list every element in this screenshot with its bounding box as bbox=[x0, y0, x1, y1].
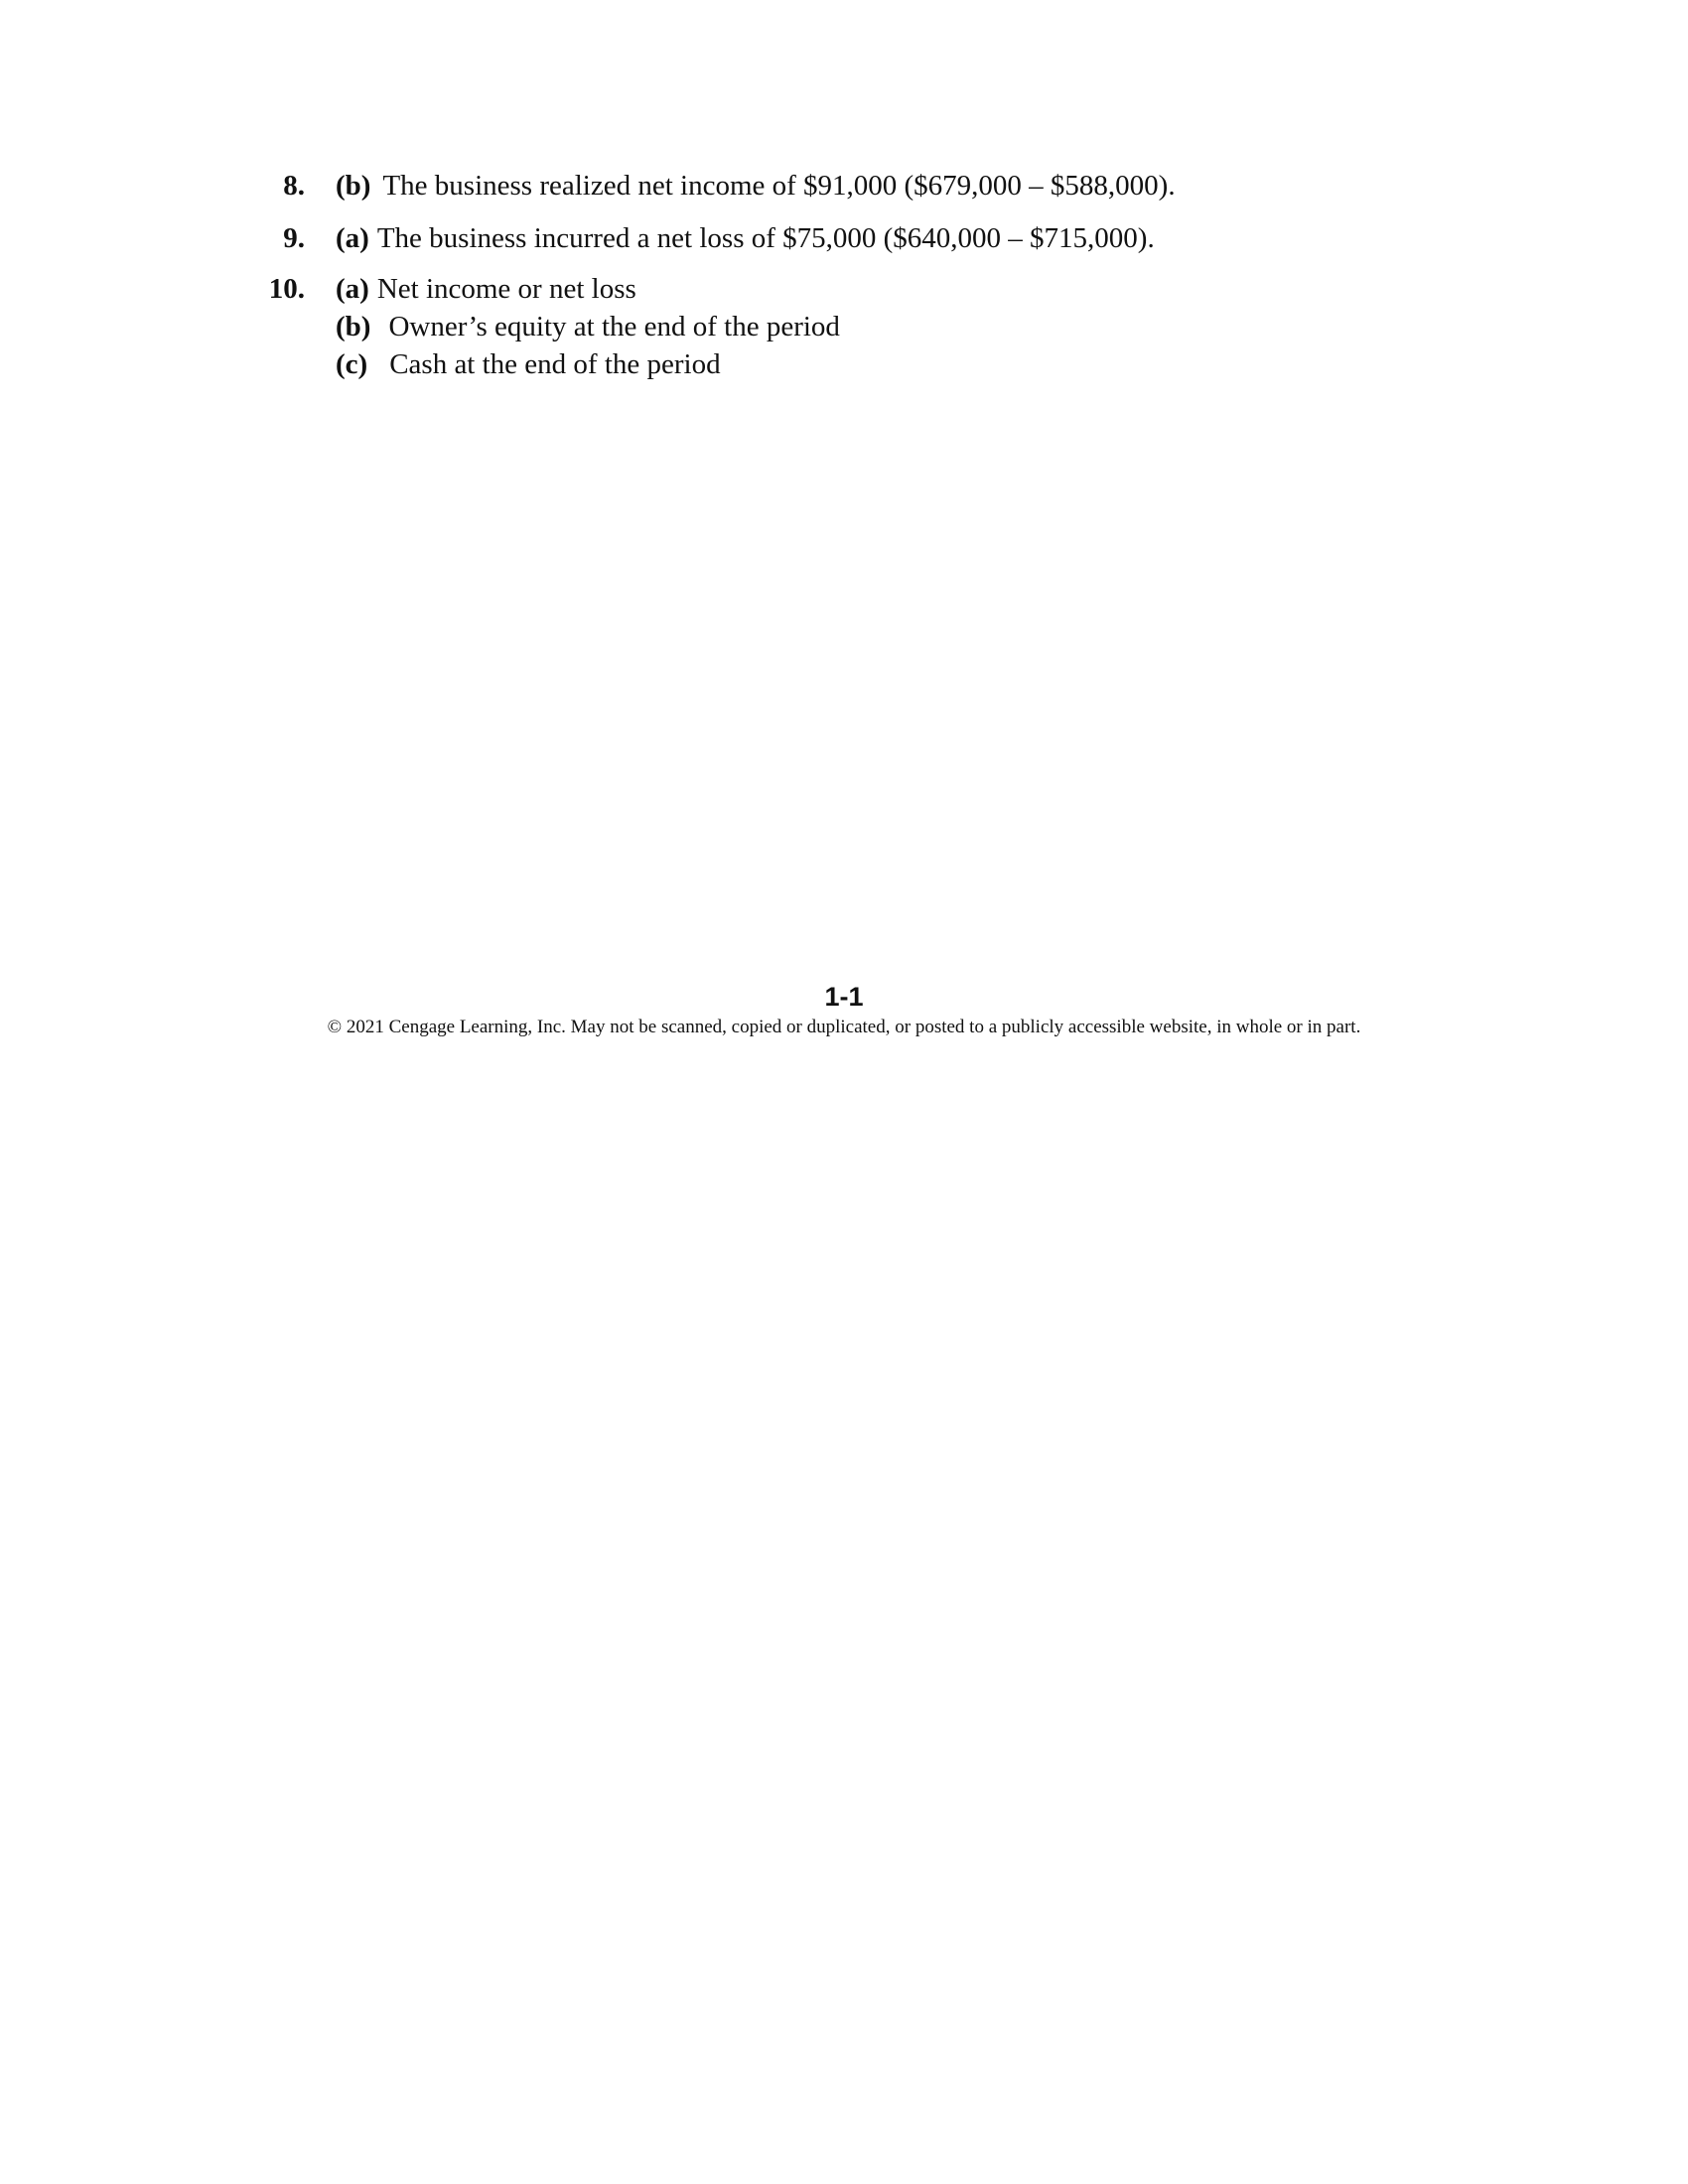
answer-letter: (a) bbox=[336, 273, 369, 305]
answer-subitem bbox=[336, 270, 840, 308]
answer-text: The business incurred a net loss of $75,000 ($640,000 – $715,000). bbox=[376, 222, 1155, 254]
page-number: 1-1 bbox=[824, 982, 864, 1012]
answer-text: Cash at the end of the period bbox=[389, 348, 721, 380]
answer-letter: (a) bbox=[336, 222, 369, 254]
answer-number: 9. bbox=[283, 222, 305, 254]
answer-number: 10. bbox=[268, 273, 305, 305]
copyright-notice: © 2021 Cengage Learning, Inc. May not be scanned, copied or duplicated, or posted to a publicly accessible website, in whole or in part. bbox=[327, 1017, 1361, 1037]
answer-letter: (c) bbox=[336, 348, 368, 380]
answer-letter: (b) bbox=[336, 170, 371, 202]
answer-letter: (b) bbox=[336, 311, 371, 342]
answer-text: The business realized net income of $91,000 ($679,000 – $588,000). bbox=[382, 170, 1176, 202]
answer-text: Net income or net loss bbox=[376, 273, 636, 305]
answer-number: 8. bbox=[283, 170, 305, 202]
answer-subitem bbox=[336, 345, 840, 383]
answer-subitem bbox=[336, 308, 840, 345]
answer-text: Owner’s equity at the end of the period bbox=[388, 311, 840, 342]
